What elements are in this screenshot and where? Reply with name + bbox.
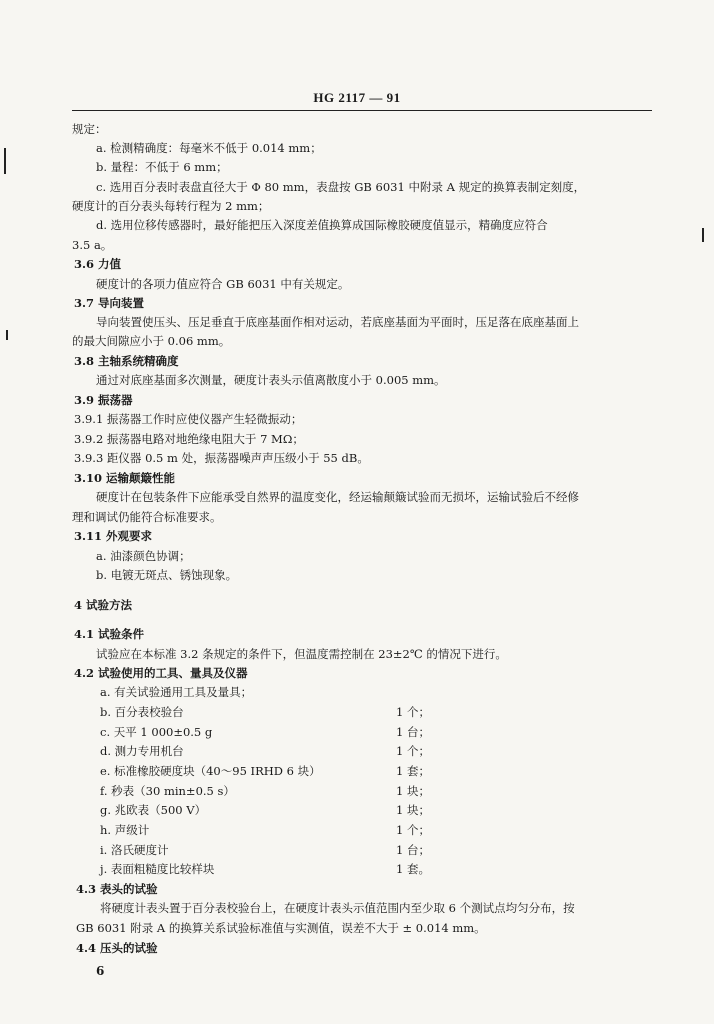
page-header: HG 2117 — 91 (313, 90, 401, 105)
text-line: 硬度计的百分表头每转行程为 2 mm； (72, 199, 270, 213)
section-heading: 3.6 力值 (74, 257, 122, 271)
text-line: d. 选用位移传感器时，最好能把压入深度差值换算成国际橡胶硬度值显示，精确度应符合 (96, 218, 548, 232)
section-heading: 4.4 压头的试验 (76, 941, 158, 955)
list-item: i. 洛氏硬度计 (100, 843, 169, 857)
section-heading: 4.2 试验使用的工具、量具及仪器 (74, 666, 248, 680)
section-heading: 4.3 表头的试验 (76, 882, 158, 896)
list-item: g. 兆欧表（500 V） (100, 803, 207, 817)
text-line: GB 6031 附录 A 的换算关系试验标准值与实测值，误差不大于 ± 0.014 mm。 (76, 921, 486, 935)
page-number: 6 (96, 964, 105, 978)
text-line: 3.5 a。 (72, 238, 113, 252)
text-line: 理和调试仍能符合标准要求。 (72, 510, 222, 524)
quantity: 1 个； (396, 744, 430, 758)
section-heading: 3.11 外观要求 (74, 529, 153, 543)
list-item: f. 秒表（30 min±0.5 s） (100, 784, 235, 798)
quantity: 1 台； (396, 725, 430, 739)
quantity: 1 套。 (396, 862, 430, 876)
list-item: d. 测力专用机台 (100, 744, 184, 758)
quantity: 1 块； (396, 784, 430, 798)
chapter-heading: 4 试验方法 (74, 598, 133, 612)
text-line: a. 检测精确度：每毫米不低于 0.014 mm； (96, 141, 322, 155)
text-line: b. 量程：不低于 6 mm； (96, 160, 228, 174)
section-heading: 3.8 主轴系统精确度 (74, 354, 179, 368)
quantity: 1 个； (396, 705, 430, 719)
section-heading: 3.7 导向装置 (74, 296, 145, 310)
section-heading: 4.1 试验条件 (74, 627, 145, 641)
text-line: 3.9.2 振荡器电路对地绝缘电阻大于 7 MΩ； (74, 432, 304, 446)
text-line: 硬度计的各项力值应符合 GB 6031 中有关规定。 (96, 277, 350, 291)
text-line: 3.9.3 距仪器 0.5 m 处，振荡器噪声声压级小于 55 dB。 (74, 451, 369, 465)
text-line: 硬度计在包装条件下应能承受自然界的温度变化，经运输颠簸试验而无损坏，运输试验后不经修 (96, 490, 579, 504)
scan-artifact (6, 330, 8, 340)
text-line: 试验应在本标准 3.2 条规定的条件下，但温度需控制在 23±2℃ 的情况下进行。 (96, 647, 507, 661)
list-item: c. 天平 1 000±0.5 g (100, 725, 213, 739)
text-line: a. 油漆颜色协调； (96, 549, 191, 563)
list-item: j. 表面粗糙度比较样块 (100, 862, 215, 876)
list-item: h. 声级计 (100, 823, 150, 837)
text-line: 3.9.1 振荡器工作时应使仪器产生轻微振动； (74, 412, 303, 426)
text-line: 导向装置使压头、压足垂直于底座基面作相对运动，若底座基面为平面时，压足落在底座基面上 (96, 315, 579, 329)
scan-artifact (702, 228, 704, 242)
quantity: 1 台； (396, 843, 430, 857)
list-item: b. 百分表校验台 (100, 705, 184, 719)
section-heading: 3.10 运输颠簸性能 (74, 471, 176, 485)
text-line: 通过对底座基面多次测量，硬度计表头示值离散度小于 0.005 mm。 (96, 373, 446, 387)
scan-artifact (4, 148, 6, 174)
text-line: 将硬度计表头置于百分表校验台上，在硬度计表头示值范围内至少取 6 个测试点均匀分布，按 (100, 901, 575, 915)
text-line: a. 有关试验通用工具及量具； (100, 685, 253, 699)
list-item: e. 标准橡胶硬度块（40～95 IRHD 6 块） (100, 764, 321, 778)
quantity: 1 个； (396, 823, 430, 837)
quantity: 1 块； (396, 803, 430, 817)
text-line: 规定： (72, 122, 107, 136)
text-line: 的最大间隙应小于 0.06 mm。 (72, 334, 231, 348)
quantity: 1 套； (396, 764, 430, 778)
header-rule (72, 110, 652, 111)
text-line: b. 电镀无斑点、锈蚀现象。 (96, 568, 238, 582)
section-heading: 3.9 振荡器 (74, 393, 133, 407)
text-line: c. 选用百分表时表盘直径大于 Φ 80 mm，表盘按 GB 6031 中附录 A 规定的换算表制定刻度， (96, 180, 586, 194)
